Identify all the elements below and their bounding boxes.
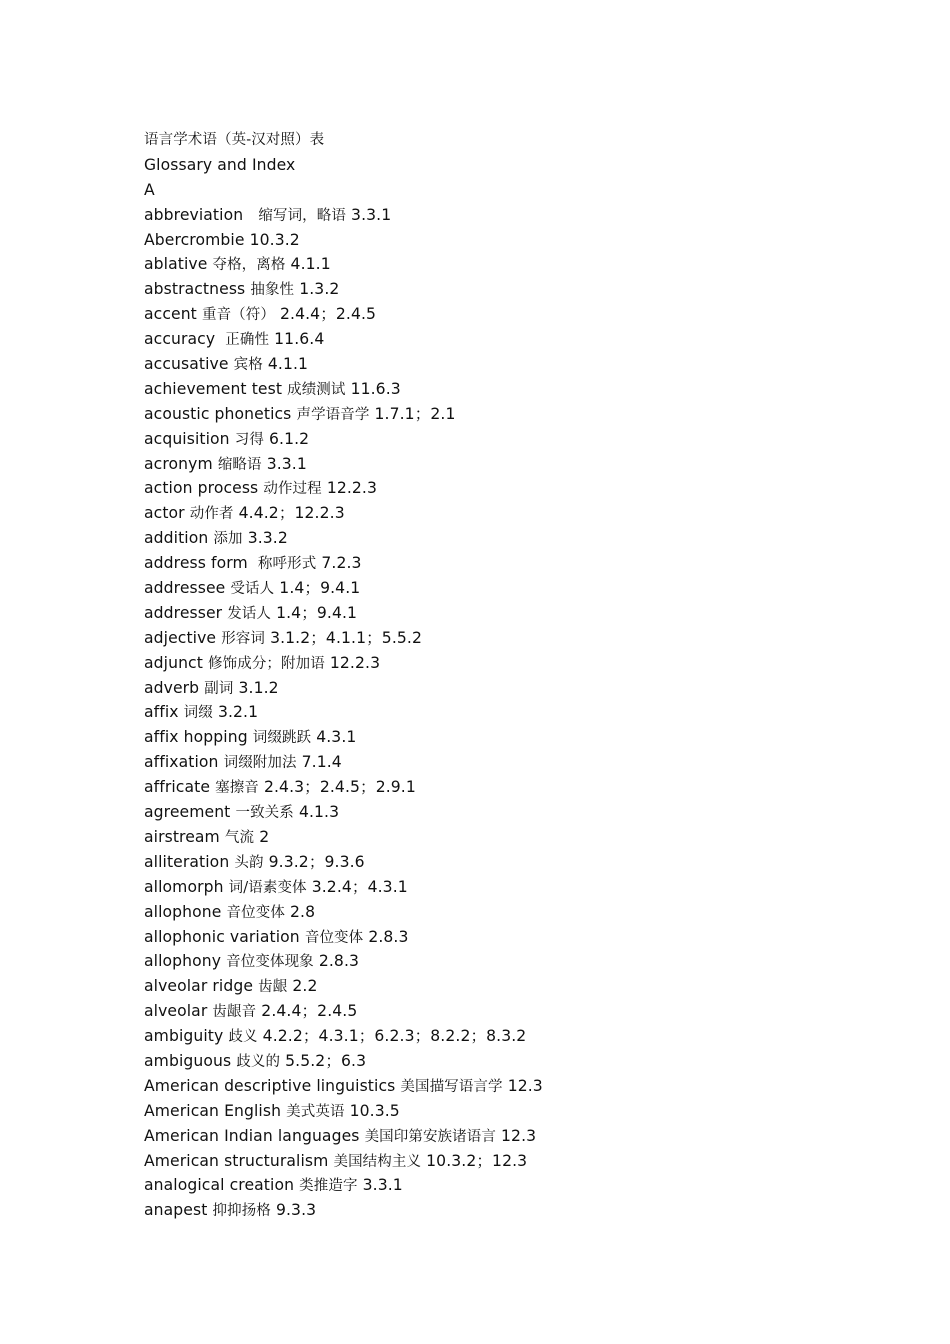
entry-section-ref: 2.8.3 xyxy=(318,952,360,971)
entry-term: adverb xyxy=(144,678,200,697)
glossary-entry xyxy=(144,999,924,1024)
entry-term: addresser xyxy=(144,603,223,622)
entry-term: American English xyxy=(144,1101,282,1120)
entry-term: ablative xyxy=(144,255,208,274)
glossary-page xyxy=(144,128,924,1223)
entry-section-ref: 9.3.3 xyxy=(275,1201,317,1220)
entry-section-ref: 10.3.2；12.3 xyxy=(426,1151,528,1170)
glossary-entry xyxy=(144,1149,924,1174)
entry-section-ref: 2.8 xyxy=(290,902,316,921)
entry-term: alveolar ridge xyxy=(144,977,254,996)
glossary-entry xyxy=(144,725,924,750)
entry-chinese: 塞擦音 xyxy=(215,780,259,797)
entry-list xyxy=(144,203,924,1224)
entry-chinese: 声学语音学 xyxy=(296,406,370,423)
glossary-entry xyxy=(144,1074,924,1099)
entry-term: abstractness xyxy=(144,280,246,299)
entry-section-ref: 1.3.2 xyxy=(299,280,340,299)
entry-chinese: 习得 xyxy=(234,431,264,448)
entry-term: anapest xyxy=(144,1201,208,1220)
glossary-entry xyxy=(144,850,924,875)
entry-chinese: 词缀附加法 xyxy=(223,755,297,772)
entry-section-ref: 2.4.4；2.4.5 xyxy=(280,305,377,324)
entry-section-ref: 4.1.3 xyxy=(298,803,340,822)
entry-section-ref: 12.2.3 xyxy=(329,653,381,672)
glossary-entry xyxy=(144,974,924,999)
glossary-entry xyxy=(144,875,924,900)
entry-term: abbreviation xyxy=(144,205,244,224)
entry-section-ref: 12.3 xyxy=(507,1076,543,1095)
entry-section-ref: 2.4.3；2.4.5；2.9.1 xyxy=(263,778,416,797)
glossary-entry xyxy=(144,1024,924,1049)
entry-term: American descriptive linguistics xyxy=(144,1076,396,1095)
entry-chinese: 夺格，离格 xyxy=(212,257,286,274)
entry-chinese: 受话人 xyxy=(230,581,275,598)
glossary-entry xyxy=(144,302,924,327)
entry-term: Abercrombie xyxy=(144,230,245,249)
entry-section-ref: 3.2.4；4.3.1 xyxy=(311,877,408,896)
entry-term: address form xyxy=(144,554,248,573)
entry-chinese: 齿龈 xyxy=(258,979,288,996)
entry-chinese: 抑抑扬格 xyxy=(212,1203,271,1220)
entry-section-ref: 4.1.1 xyxy=(290,255,331,274)
glossary-entry xyxy=(144,1099,924,1124)
entry-section-ref: 12.2.3 xyxy=(326,479,378,498)
entry-term: adjunct xyxy=(144,653,203,672)
glossary-entry xyxy=(144,576,924,601)
glossary-entry xyxy=(144,1173,924,1198)
entry-chinese: 气流 xyxy=(224,829,255,846)
entry-term: accusative xyxy=(144,355,229,374)
glossary-entry xyxy=(144,601,924,626)
entry-term: ambiguous xyxy=(144,1051,232,1070)
glossary-entry xyxy=(144,452,924,477)
entry-section-ref: 4.2.2；4.3.1；6.2.3；8.2.2；8.3.2 xyxy=(262,1027,527,1046)
entry-term: affixation xyxy=(144,753,219,772)
entry-section-ref: 2.8.3 xyxy=(368,927,409,946)
entry-chinese: 美国结构主义 xyxy=(333,1153,422,1170)
entry-term: actor xyxy=(144,504,185,523)
entry-chinese: 音位变体 xyxy=(304,929,364,946)
entry-term: adjective xyxy=(144,628,217,647)
entry-section-ref: 10.3.5 xyxy=(349,1101,400,1120)
entry-section-ref: 3.3.1 xyxy=(266,454,307,473)
glossary-entry xyxy=(144,626,924,651)
entry-term: allomorph xyxy=(144,877,224,896)
entry-section-ref: 3.1.2；4.1.1；5.5.2 xyxy=(270,628,422,647)
entry-chinese: 缩略语 xyxy=(217,456,262,473)
glossary-entry xyxy=(144,228,924,253)
entry-term: alliteration xyxy=(144,852,230,871)
title-english: Glossary and Index xyxy=(144,155,296,174)
entry-term: accent xyxy=(144,305,197,324)
entry-section-ref: 3.1.2 xyxy=(238,678,279,697)
entry-section-ref: 4.4.2；12.2.3 xyxy=(238,504,345,523)
entry-chinese: 一致关系 xyxy=(235,805,294,822)
entry-chinese: 词/语素变体 xyxy=(228,879,307,896)
entry-term: alveolar xyxy=(144,1002,208,1021)
entry-chinese: 美国印第安族诸语言 xyxy=(364,1128,496,1145)
entry-term: allophonic variation xyxy=(144,927,300,946)
glossary-entry xyxy=(144,252,924,277)
entry-chinese: 类推造字 xyxy=(299,1178,358,1195)
entry-section-ref: 2.4.4；2.4.5 xyxy=(261,1002,358,1021)
entry-term: accuracy xyxy=(144,330,216,349)
glossary-entry xyxy=(144,676,924,701)
glossary-entry xyxy=(144,700,924,725)
glossary-entry xyxy=(144,1124,924,1149)
entry-section-ref: 2 xyxy=(259,827,270,846)
glossary-entry xyxy=(144,203,924,228)
entry-section-ref: 1.7.1；2.1 xyxy=(374,404,456,423)
entry-chinese: 动作者 xyxy=(189,506,234,523)
glossary-entry xyxy=(144,775,924,800)
entry-chinese: 添加 xyxy=(213,531,243,548)
entry-chinese: 宾格 xyxy=(233,357,263,374)
entry-term: American Indian languages xyxy=(144,1126,360,1145)
glossary-entry xyxy=(144,949,924,974)
entry-section-ref: 3.3.2 xyxy=(247,529,288,548)
entry-term: acoustic phonetics xyxy=(144,404,292,423)
entry-chinese: 美式英语 xyxy=(286,1103,345,1120)
entry-chinese: 副词 xyxy=(204,680,234,697)
entry-section-ref: 11.6.3 xyxy=(350,379,401,398)
entry-term: achievement test xyxy=(144,379,283,398)
entry-term: affix hopping xyxy=(144,728,248,747)
entry-chinese: 发话人 xyxy=(227,605,272,622)
entry-chinese: 词缀跳跃 xyxy=(252,730,312,747)
entry-term: allophony xyxy=(144,952,222,971)
section-letter: A xyxy=(144,180,155,199)
entry-chinese: 修饰成分；附加语 xyxy=(208,655,325,672)
glossary-entry xyxy=(144,750,924,775)
glossary-entry xyxy=(144,352,924,377)
entry-term: acquisition xyxy=(144,429,230,448)
entry-term: addressee xyxy=(144,579,226,598)
entry-chinese: 音位变体现象 xyxy=(226,954,314,971)
entry-section-ref: 1.4；9.4.1 xyxy=(279,579,361,598)
glossary-entry xyxy=(144,277,924,302)
glossary-entry xyxy=(144,925,924,950)
entry-section-ref: 9.3.2；9.3.6 xyxy=(268,852,365,871)
glossary-entry xyxy=(144,402,924,427)
entry-chinese: 齿龈音 xyxy=(212,1004,257,1021)
glossary-entry xyxy=(144,825,924,850)
entry-chinese: 抽象性 xyxy=(250,282,295,299)
entry-term: action process xyxy=(144,479,259,498)
entry-section-ref: 7.1.4 xyxy=(301,753,342,772)
entry-chinese: 歧义的 xyxy=(236,1053,281,1070)
entry-section-ref: 7.2.3 xyxy=(321,554,362,573)
glossary-entry xyxy=(144,377,924,402)
entry-term: agreement xyxy=(144,803,231,822)
glossary-entry xyxy=(144,651,924,676)
glossary-entry xyxy=(144,900,924,925)
entry-chinese: 缩写词，略语 xyxy=(258,207,346,224)
entry-chinese: 音位变体 xyxy=(226,904,285,921)
entry-chinese: 称呼形式 xyxy=(257,556,317,573)
entry-term: affix xyxy=(144,703,179,722)
entry-section-ref: 1.4；9.4.1 xyxy=(276,603,358,622)
entry-term: American structuralism xyxy=(144,1151,329,1170)
entry-section-ref: 4.3.1 xyxy=(316,728,357,747)
entry-term: affricate xyxy=(144,778,211,797)
entry-chinese: 美国描写语言学 xyxy=(400,1078,503,1095)
entry-chinese: 歧义 xyxy=(228,1029,258,1046)
entry-section-ref: 5.5.2；6.3 xyxy=(285,1051,367,1070)
entry-chinese: 头韵 xyxy=(234,854,264,871)
glossary-entry xyxy=(144,427,924,452)
entry-section-ref: 6.1.2 xyxy=(269,429,310,448)
entry-section-ref: 3.3.1 xyxy=(362,1176,403,1195)
entry-chinese: 动作过程 xyxy=(263,481,322,498)
entry-chinese: 正确性 xyxy=(225,332,270,349)
entry-term: addition xyxy=(144,529,209,548)
entry-chinese: 形容词 xyxy=(221,630,265,647)
glossary-entry xyxy=(144,1049,924,1074)
entry-term: analogical creation xyxy=(144,1176,295,1195)
title-chinese: 语言学术语（英-汉对照）表 xyxy=(144,132,325,148)
entry-section-ref: 4.1.1 xyxy=(267,355,309,374)
entry-term: acronym xyxy=(144,454,213,473)
glossary-entry xyxy=(144,526,924,551)
glossary-entry xyxy=(144,327,924,352)
entry-section-ref: 10.3.2 xyxy=(249,230,300,249)
entry-chinese: 重音（符） xyxy=(201,307,275,324)
glossary-entry xyxy=(144,800,924,825)
entry-section-ref: 12.3 xyxy=(501,1126,537,1145)
entry-chinese: 词缀 xyxy=(183,705,213,722)
glossary-entry xyxy=(144,1198,924,1223)
entry-section-ref: 3.3.1 xyxy=(351,205,392,224)
entry-term: allophone xyxy=(144,902,222,921)
glossary-entry xyxy=(144,476,924,501)
glossary-entry xyxy=(144,551,924,576)
entry-section-ref: 2.2 xyxy=(292,977,318,996)
entry-term: airstream xyxy=(144,827,220,846)
entry-term: ambiguity xyxy=(144,1027,224,1046)
entry-chinese: 成绩测试 xyxy=(287,381,346,398)
entry-section-ref: 3.2.1 xyxy=(217,703,259,722)
glossary-entry xyxy=(144,501,924,526)
entry-section-ref: 11.6.4 xyxy=(274,330,325,349)
